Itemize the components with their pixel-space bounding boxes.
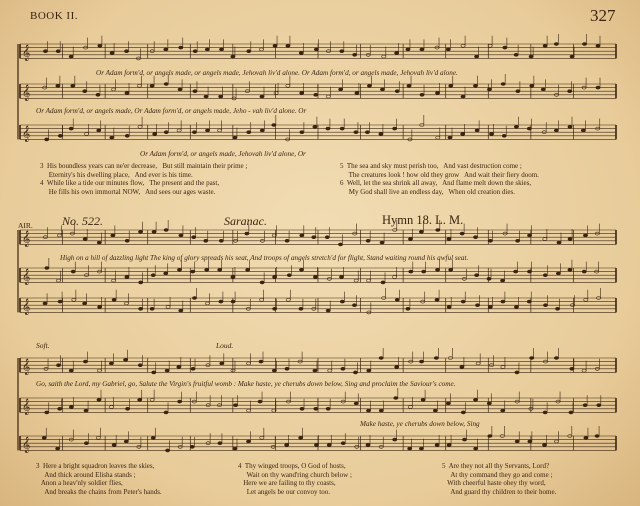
tune-number: No. 522. — [62, 214, 104, 228]
staff — [20, 348, 616, 375]
svg-text:𝄞: 𝄞 — [22, 299, 31, 315]
staff — [20, 426, 616, 453]
svg-text:𝄞: 𝄞 — [22, 269, 31, 285]
loud-marking: Loud. — [216, 341, 234, 350]
system3-lyrics-top: Go, saith the Lord, my Gabriel, go, Salute the Virgin's fruitful womb : Make haste, ye cherubs down below, Sing and proclaim the Saviour's come. — [36, 380, 456, 388]
svg-text:𝄞: 𝄞 — [22, 126, 31, 142]
staff — [20, 288, 616, 315]
svg-text:𝄞: 𝄞 — [22, 231, 31, 247]
verses-top-left: 3 His boundless years can ne'er decrease, But still maintain their prime ; Eternity's his dwelling place, And ever is his time. 4 While like a tide our minutes flow, The present and the past, He fills his own immortal NOW, And sees our ages waste. — [40, 162, 248, 196]
system1-lyrics-bot: Or Adam form'd, or angels made, Jehovah liv'd alone, Or — [140, 150, 306, 158]
soft-marking: Soft. — [36, 341, 50, 350]
system2-lyrics: High on a hill of dazzling light The king of glory spreads his seat, And troops of angels stretch'd for flight, Stand waiting round his awful seat. — [60, 254, 469, 262]
verses-bottom-col2: 4 Thy winged troops, O God of hosts, Wait on thy wand'ring church below ; Here we are failing to thy coasts, Let angels be our convoy too. — [238, 462, 352, 496]
air-label: AIR. — [18, 221, 33, 230]
staff — [20, 258, 616, 285]
verses-bottom-col1: 3 Here a bright squadron leaves the skies, And thick around Elisha stands ; Anon a heav'nly soldier flies, And breaks the chains from Peter's hands. — [36, 462, 162, 496]
page-number: 327 — [590, 6, 616, 25]
svg-text:𝄞: 𝄞 — [22, 359, 31, 375]
hymn-meter: Hymn 18. L. M. — [382, 213, 464, 227]
staff — [20, 74, 616, 101]
svg-text:𝄞: 𝄞 — [22, 85, 31, 101]
system3-lyrics-bot: Make haste, ye cherubs down below, Sing — [360, 420, 480, 428]
system1-lyrics-mid: Or Adam form'd, or angels made, Or Adam form'd, or angels made, Jeho - vah liv'd alone. Or — [36, 107, 307, 115]
book-label: BOOK II. — [30, 10, 78, 22]
svg-text:𝄞: 𝄞 — [22, 45, 31, 61]
verses-bottom-col3: 5 Are they not all thy Servants, Lord? At thy command they go and come ; With cheerful haste obey thy word, And guard thy children to their home. — [442, 462, 557, 496]
staff — [20, 34, 616, 61]
staff — [20, 220, 616, 247]
staff — [20, 388, 616, 415]
verses-top-right: 5 The sea and sky must perish too, And vast destruction come ; The creatures look ! how old they grow And wait their fiery doom. 6 Well, let the sea shrink all away, And flame melt down the skies, My God shall live an endless day, When old creation dies. — [340, 162, 539, 196]
system1-lyrics-top: Or Adam form'd, or angels made, or angels made, Jehovah liv'd alone. Or Adam form'd, or angels made, Jehovah liv'd alone. — [96, 69, 458, 77]
staff — [20, 115, 616, 142]
tune-name: Saranac. — [224, 214, 267, 228]
svg-text:𝄞: 𝄞 — [22, 437, 31, 453]
svg-text:𝄞: 𝄞 — [22, 399, 31, 415]
